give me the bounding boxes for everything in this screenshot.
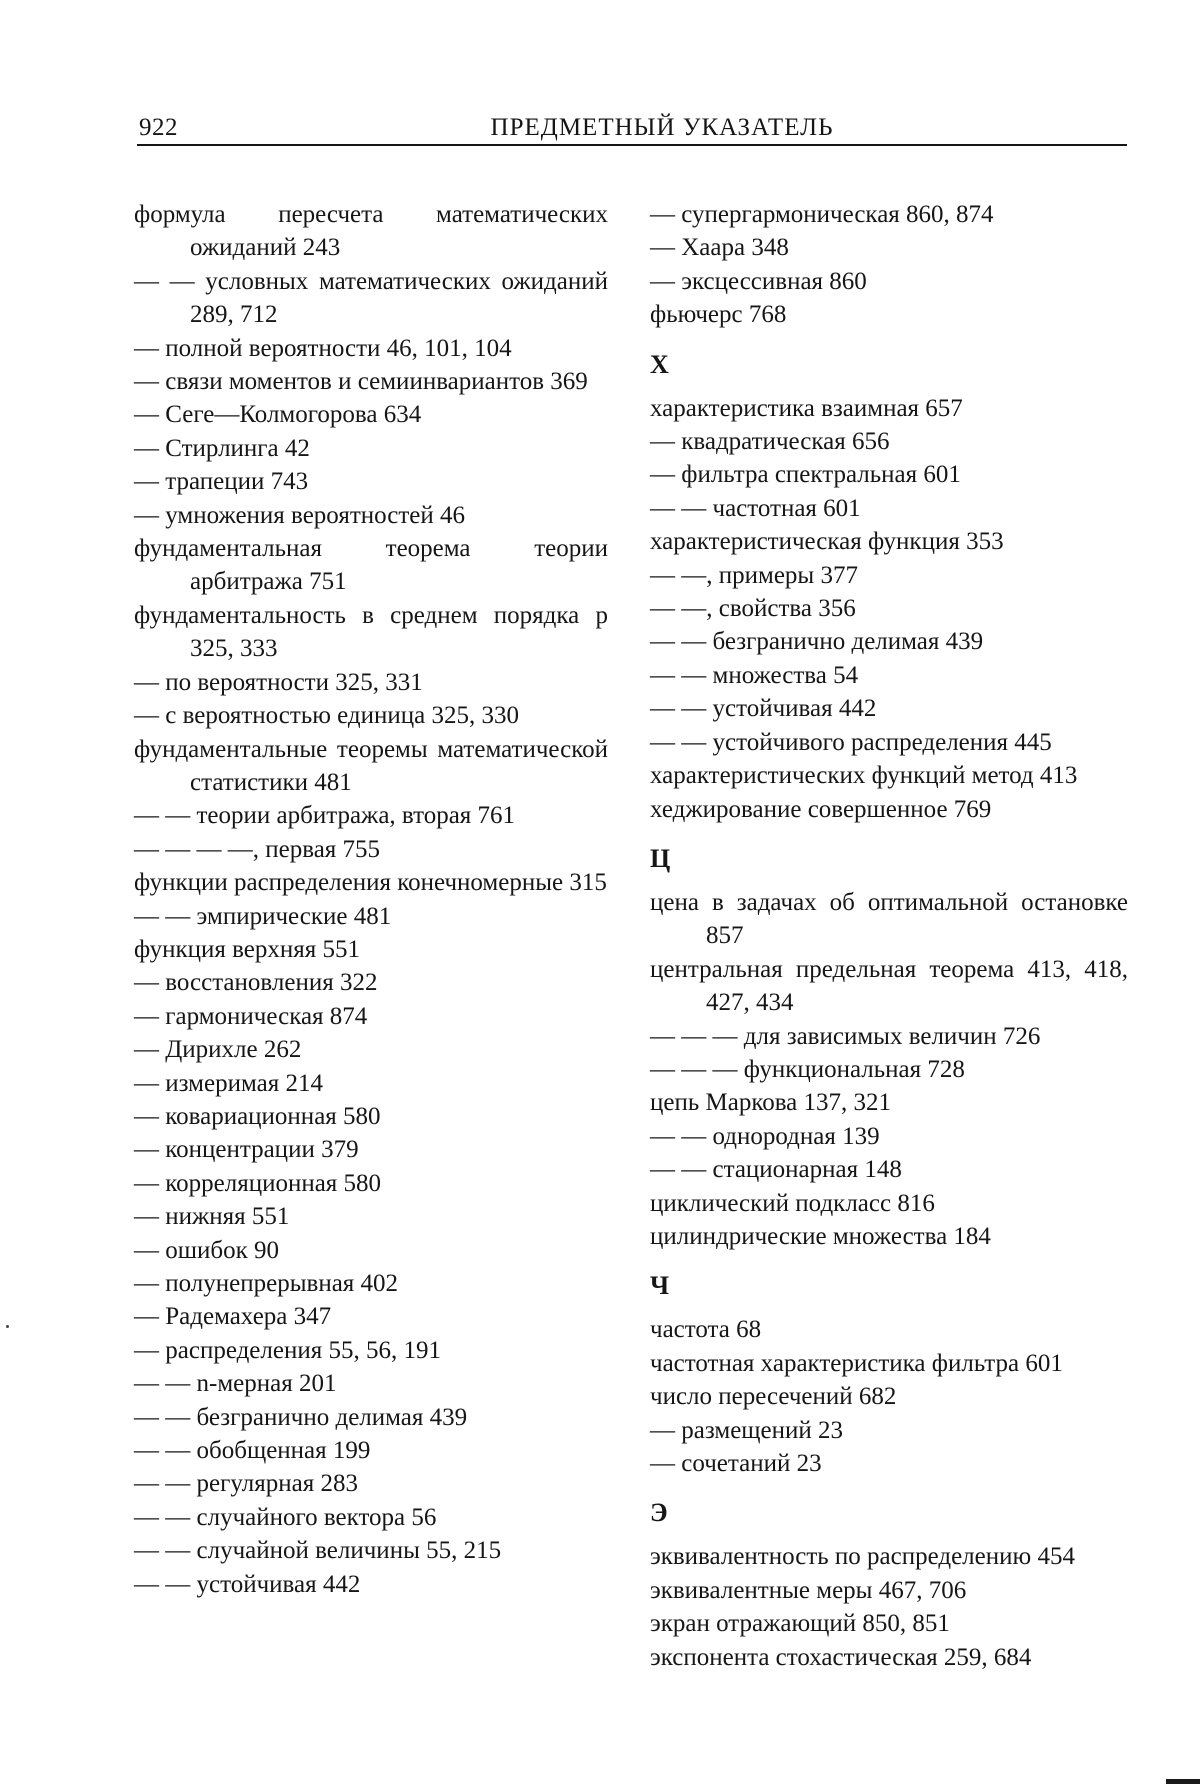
index-entry: — квадратическая 656 (650, 428, 890, 456)
index-entry: циклический подкласс 816 (650, 1189, 935, 1217)
index-entry: хеджирование совершенное 769 (650, 795, 992, 823)
index-entry: функции распределения конечномерные 315 (134, 869, 607, 897)
index-entry: цилиндрические множества 184 (650, 1222, 991, 1250)
index-entry: — Сеге—Колмогорова 634 (134, 401, 422, 429)
index-entry: — с вероятностью единица 325, 330 (134, 702, 519, 730)
index-entry: цена в задачах об оптимальной остановке 857 (650, 888, 1128, 950)
index-entry: — ковариационная 580 (134, 1102, 381, 1130)
index-entry: — сочетаний 23 (650, 1450, 822, 1477)
index-entry: центральная предельная теорема 413, 418, 427, 434 (650, 955, 1128, 1017)
index-entry: — концентрации 379 (134, 1136, 359, 1164)
index-entry: — ошибок 90 (134, 1236, 279, 1264)
index-entry: формула пересчета математических ожиданий 243 (134, 201, 608, 262)
index-entry: — умножения вероятностей 46 (134, 501, 465, 529)
section-letter: Х (650, 349, 669, 379)
index-entry: — — случайной величины 55, 215 (134, 1537, 502, 1565)
index-entry: — Хаара 348 (650, 234, 789, 262)
index-entry: — — — —, первая 755 (134, 835, 381, 863)
index-entry: — эксцессивная 860 (650, 267, 867, 295)
index-entry: функция верхняя 551 (134, 935, 360, 963)
page-header (137, 110, 1127, 146)
index-entry: — — множества 54 (650, 661, 859, 689)
scan-edge-mark (1166, 1779, 1200, 1784)
index-entry: экран отражающий 850, 851 (650, 1610, 950, 1638)
index-entry: — — однородная 139 (650, 1122, 880, 1150)
index-entry: число пересечений 682 (650, 1383, 897, 1411)
index-entry: — — n-мерная 201 (134, 1370, 337, 1398)
index-entry: — — случайного вектора 56 (134, 1503, 437, 1531)
index-entry: — —, примеры 377 (650, 561, 858, 589)
index-entry: — корреляционная 580 (134, 1169, 382, 1197)
index-entry: фундаментальные теоремы математической статистики 481 (134, 735, 608, 796)
index-entry: экспонента стохастическая 259, 684 (650, 1643, 1032, 1671)
index-entry: частота 68 (650, 1316, 762, 1344)
index-entry: — — — для зависимых величин 726 (650, 1022, 1041, 1050)
index-entry: эквивалентность по распределению 454 (650, 1543, 1075, 1571)
index-entry: характеристических функций метод 413 (650, 762, 1078, 790)
index-entry: фундаментальность в среднем порядка p 325, 333 (134, 601, 608, 663)
index-entry: фундаментальная теорема теории арбитража 751 (134, 535, 608, 596)
index-entry: — — условных математических ожиданий 289, 712 (134, 267, 608, 329)
index-entry: — гармоническая 874 (134, 1002, 368, 1030)
index-entry: — Радемахера 347 (134, 1303, 332, 1331)
index-entry: — — устойчивого распределения 445 (650, 728, 1052, 756)
index-column-left (134, 198, 608, 1601)
index-entry: — — — функциональная 728 (650, 1055, 965, 1083)
index-entry: — фильтра спектральная 601 (650, 461, 961, 489)
index-entry: — — регулярная 283 (134, 1470, 358, 1498)
index-entry: — полной вероятности 46, 101, 104 (134, 334, 512, 362)
index-entry: эквивалентные меры 467, 706 (650, 1576, 967, 1604)
index-entry: — супергармоническая 860, 874 (650, 201, 994, 228)
index-entry: — связи моментов и семиинвариантов 369 (134, 368, 588, 396)
index-entry: — Дирихле 262 (134, 1036, 302, 1064)
index-entry: — полунепрерывная 402 (134, 1270, 399, 1297)
index-entry: — трапеции 743 (134, 468, 309, 496)
index-entry: — —, свойства 356 (650, 595, 856, 623)
index-entry: фьючерс 768 (650, 301, 787, 329)
index-entry: — — частотная 601 (650, 494, 861, 522)
index-entry: — распределения 55, 56, 191 (134, 1336, 441, 1364)
index-entry: — — безгранично делимая 439 (650, 628, 984, 656)
index-entry: — Стирлинга 42 (134, 434, 310, 462)
index-entry: — измеримая 214 (134, 1069, 323, 1097)
index-entry: частотная характеристика фильтра 601 (650, 1349, 1063, 1377)
index-entry: — — устойчивая 442 (650, 695, 877, 723)
section-letter: Ч (650, 1271, 670, 1301)
section-letter: Э (650, 1498, 668, 1528)
index-entry: — — обобщенная 199 (134, 1437, 371, 1465)
index-entry: характеристика взаимная 657 (650, 394, 963, 422)
index-entry: — — безгранично делимая 439 (134, 1403, 468, 1431)
index-entry: — нижняя 551 (134, 1203, 290, 1231)
index-entry: характеристическая функция 353 (650, 528, 1004, 556)
index-entry: — размещений 23 (650, 1416, 844, 1444)
scan-speck (6, 1325, 9, 1328)
page-number: 922 (139, 114, 178, 141)
index-column-right (650, 198, 1128, 1674)
index-entry: цепь Маркова 137, 321 (650, 1089, 892, 1117)
section-letter: Ц (650, 843, 671, 873)
index-entry: — по вероятности 325, 331 (134, 668, 423, 696)
index-entry: — — устойчивая 442 (134, 1570, 361, 1598)
index-entry: — — эмпирические 481 (134, 902, 392, 930)
index-entry: — — теории арбитража, вторая 761 (134, 802, 516, 830)
running-title: ПРЕДМЕТНЫЙ УКАЗАТЕЛЬ (490, 114, 834, 141)
index-entry: — — стационарная 148 (650, 1156, 902, 1184)
index-entry: — восстановления 322 (134, 969, 378, 997)
